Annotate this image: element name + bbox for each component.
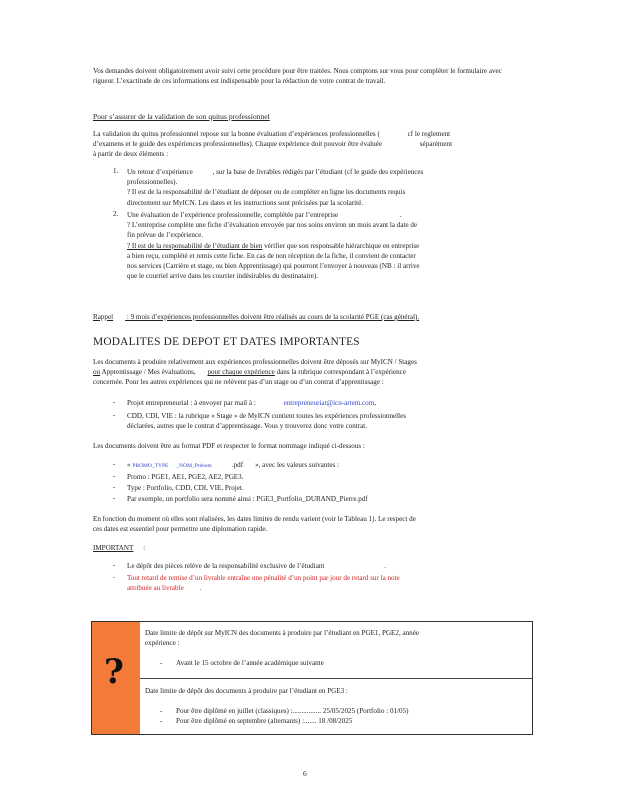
- text: professionnelles).: [127, 178, 178, 187]
- text: expérience :: [145, 639, 180, 648]
- bullet-dash: -: [160, 707, 163, 715]
- rappel-line: [93, 312, 533, 322]
- deadline-row-2: Date limite de dépôt des documents à produire par l’étudiant en PGE3 :: [145, 687, 348, 695]
- deadline-box: [91, 621, 533, 735]
- text: déclarées, autres que le contrat d’apprentissage. Vous y trouverez donc votre contrat.: [127, 422, 368, 431]
- text: », avec les valeurs suivantes :: [255, 461, 339, 469]
- text: La validation du quitus professionnel repose sur la bonne évaluation d’expériences professionnelles (: [93, 130, 380, 138]
- text: ,: [374, 399, 377, 407]
- list-item-type: Type : Portfolio, CDD, CDI, VIE, Projet.: [127, 484, 244, 492]
- list-item-1: [127, 167, 527, 208]
- section2-paragraph: [93, 357, 529, 388]
- list-item-depot: [127, 561, 527, 571]
- text: :: [141, 544, 146, 552]
- text: attribuée au livrable: [127, 584, 184, 593]
- text: à partir de deux éléments :: [93, 150, 169, 159]
- bullet-dash: -: [160, 717, 163, 725]
- list-item-projet: [127, 398, 527, 408]
- list-item-exemple: Par exemple, un portfolio sera nommé ainsi : PGE3_Portfolio_DURAND_Pierre.pdf: [127, 495, 368, 503]
- list-item-format: [127, 460, 527, 471]
- text: Date limite de dépôt sur MyICN des documents à produire par l’étudiant en PGE1, PGE2, année: [145, 629, 420, 637]
- text: vérifier que son responsable hiérarchique en entreprise: [262, 241, 420, 250]
- section-heading-quitus: Pour s’assurer de la validation de son quitus professionnel: [93, 112, 270, 121]
- deadline-item-2: Pour être diplômé en juillet (classiques) :................ 25/05/2025 (Portfolio : 01/05): [176, 707, 409, 715]
- list-number: 1.: [113, 167, 119, 175]
- bullet-dash: -: [113, 460, 116, 468]
- question-panel: [92, 622, 140, 734]
- text: En fonction du moment où elles sont réalisées, les dates limites de rendu varient (voir le Tableau 1). Le respect de: [93, 515, 416, 523]
- text: CDD, CDI, VIE : la rubrique « Stage » de MyICN contient toutes les expériences professionnelles: [127, 412, 407, 420]
- bullet-dash: -: [113, 573, 116, 581]
- text: ? L’entreprise complète une fiche d’évaluation envoyée par nos soins environ un mois avant la date de: [127, 221, 418, 230]
- text: dans la rubrique correspondant à l’expérience: [274, 368, 406, 377]
- text: .: [399, 211, 402, 219]
- section-heading-modalites: MODALITES DE DEPOT ET DATES IMPORTANTES: [93, 336, 360, 348]
- text: ou: [93, 368, 101, 377]
- rappel-text: : 9 mois d’expériences professionnelles doivent être réalisés au cours de la scolarité PGE (cas général).: [125, 313, 420, 321]
- email-link[interactable]: entrepreneuriat@icn-artem.com: [283, 399, 375, 407]
- list-item-promo: Promo : PGE1, AE1, PGE2, AE2, PGE3.: [127, 473, 244, 481]
- text: concernée. Pour les autres expériences qui ne relèvent pas d’un stage ou d’un contrat d’apprentissage :: [93, 378, 384, 387]
- text: d’examens et le guide des expériences professionnelles). Chaque expérience doit pouvoir être évaluée: [93, 140, 382, 149]
- text: .pdf: [231, 461, 244, 469]
- text: nos services (Carrière et stage, ou bien Apprentissage) qui pourront l’envoyer à nouveau (NB : il arrive: [127, 262, 420, 271]
- text: Une évaluation de l’expérience professionnelle, complétée par l’entreprise: [127, 211, 339, 219]
- important-line: [93, 543, 523, 553]
- bullet-dash: -: [113, 494, 116, 502]
- text: Apprentissage / Mes évaluations,: [100, 368, 196, 377]
- text: séparément: [419, 140, 453, 149]
- text: .: [199, 584, 202, 593]
- bullet-dash: -: [113, 561, 116, 569]
- text: Le dépôt des pièces relève de la responsabilité exclusive de l’étudiant: [127, 562, 325, 570]
- text: .: [384, 562, 386, 570]
- deadline-item-3: Pour être diplômé en septembre (alternants) :....... 18 /08/2025: [176, 717, 353, 725]
- text: PROMO_TYPE: [132, 463, 169, 469]
- text: _NOM_Prénom: [176, 463, 212, 469]
- text: ? Il est de la responsabilité de l’étudiant de déposer ou de compléter en ligne les documents requis: [127, 188, 406, 197]
- intro-paragraph: Vos demandes doivent obligatoirement avoir suivi cette procédure pour être traitées. Nous comptons sur vous pour compléter le formulaire avec rigueur. L’exactitude de ces informations est indispensable pour la rédaction de votre contrat de travail.: [93, 67, 502, 86]
- text: a bien reçu, complété et remis cette fiche. En cas de non réception de la fiche, il convient de contacter: [127, 251, 416, 260]
- bullet-dash: -: [113, 398, 116, 406]
- question-mark-icon: ?: [104, 652, 124, 692]
- text: ces dates est essentiel pour permettre une diplomation rapide.: [93, 525, 268, 534]
- list-item-retard: [127, 573, 527, 593]
- text: Les documents à produire relativement aux expériences professionnelles doivent être déposés sur MyICN / Stages: [93, 358, 417, 366]
- text: fin prévue de l’expérience.: [127, 231, 204, 240]
- text: Projet entrepreneurial : à envoyer par mail à :: [127, 399, 256, 407]
- page-number: 6: [303, 769, 307, 778]
- rappel-label: Rappel: [93, 313, 114, 321]
- bullet-dash: -: [160, 659, 163, 667]
- format-paragraph: Les documents doivent être au format PDF et respecter le format nommage indiqué ci-dessous :: [93, 442, 365, 450]
- text: que le courriel arrive dans les courrier indésirables du destinataire).: [127, 272, 319, 281]
- deadline-item-1: Avant le 15 octobre de l’année académique suivante: [176, 659, 324, 667]
- bullet-dash: -: [113, 411, 116, 419]
- dates-paragraph: [93, 514, 529, 534]
- list-item-cdd: [127, 411, 527, 431]
- deadline-row-1: [145, 628, 525, 648]
- bullet-dash: -: [113, 483, 116, 491]
- text: pour chaque expérience: [207, 368, 275, 377]
- text: Tout retard de remise d’un livrable entraîne une pénalité d’un point par jour de retard sur la note: [127, 574, 400, 582]
- text: Un retour d’expérience: [127, 168, 193, 176]
- text: ? Il est de la responsabilité de l’étudiant de bien: [127, 241, 263, 250]
- text: «: [127, 461, 133, 469]
- text: , sur la base de livrables rédigés par l’étudiant (cf le guide des expériences: [212, 168, 424, 176]
- text: directement sur MyICN. Les dates et les instructions sont précisées par la scolarité.: [127, 198, 363, 207]
- bullet-dash: -: [113, 472, 116, 480]
- list-number: 2.: [113, 210, 119, 218]
- list-item-2: [127, 210, 527, 281]
- row-divider: [140, 678, 532, 679]
- text: cf le reglement: [407, 130, 451, 138]
- important-label: IMPORTANT: [93, 544, 134, 552]
- section1-paragraph: [93, 129, 523, 160]
